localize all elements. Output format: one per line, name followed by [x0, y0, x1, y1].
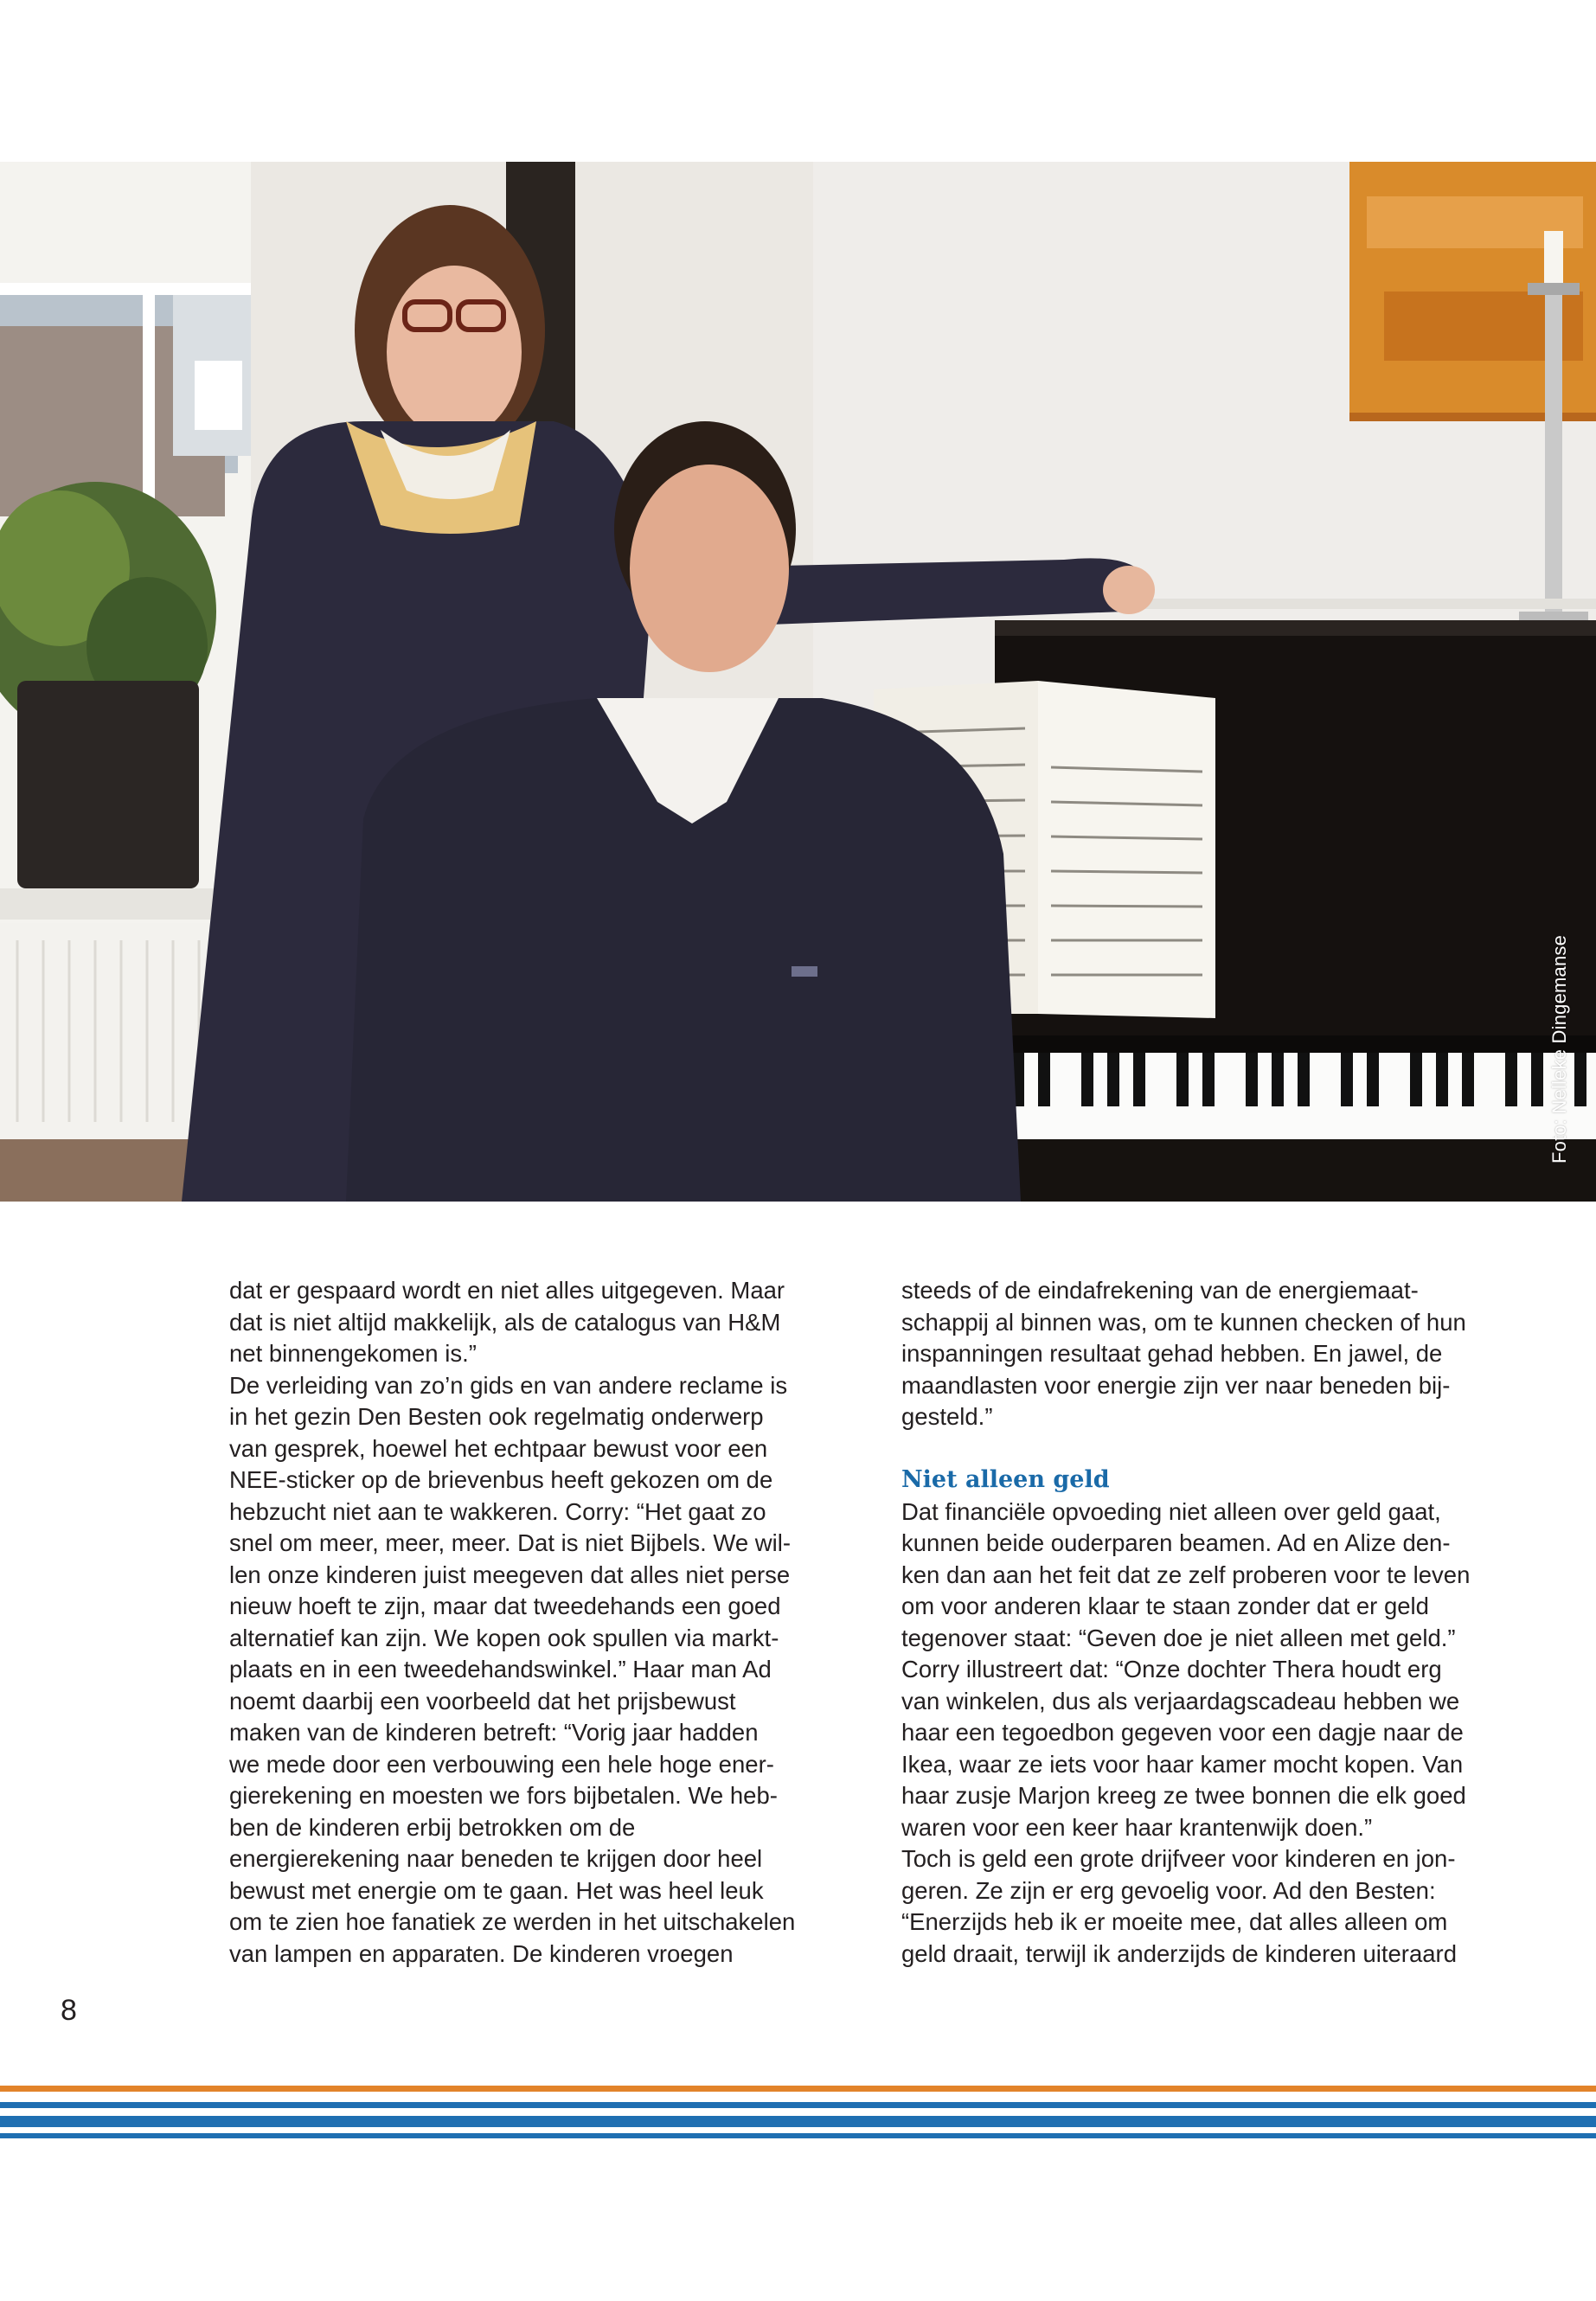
text-line: Corry illustreert dat: “Onze dochter Thera houdt erg	[901, 1656, 1442, 1682]
paragraph-gap	[901, 1433, 1507, 1465]
text-line: hebzucht niet aan te wakkeren. Corry: “Het gaat zo	[229, 1497, 766, 1525]
text-line: bewust met energie om te gaan. Het was heel leuk	[229, 1876, 764, 1904]
text-line: net binnengekomen is.”	[229, 1340, 477, 1367]
text-line: steeds of de eindafrekening van de energiemaat-	[901, 1277, 1419, 1304]
text-line: schappij al binnen was, om te kunnen checken of hun	[901, 1308, 1466, 1336]
text-line: haar een tegoedbon gegeven voor een dagje naar de	[901, 1719, 1464, 1746]
text-line: maandlasten voor energie zijn ver naar beneden bij-	[901, 1371, 1451, 1399]
text-line: van gesprek, hoewel het echtpaar bewust voor een	[229, 1434, 768, 1462]
text-line: van lampen en apparaten. De kinderen vroegen	[229, 1939, 734, 1967]
text-line: van winkelen, dus als verjaardagscadeau hebben we	[901, 1687, 1460, 1715]
page-number: 8	[61, 1994, 77, 2027]
text-line: ben de kinderen erbij betrokken om de	[229, 1813, 636, 1841]
text-line: gesteld.”	[901, 1403, 993, 1430]
text-line: Toch is geld een grote drijfveer voor kinderen en jon-	[901, 1845, 1456, 1872]
photo-couple-at-piano	[0, 162, 1596, 1202]
text-line: “Enerzijds heb ik er moeite mee, dat alles alleen om	[901, 1908, 1448, 1935]
text-line: energierekening naar beneden te krijgen door heel	[229, 1845, 763, 1872]
text-line: Dat financiële opvoeding niet alleen over geld gaat,	[901, 1497, 1441, 1525]
text-line: plaats en in een tweedehandswinkel.” Haar man Ad	[229, 1656, 772, 1682]
text-line: om te zien hoe fanatiek ze werden in het uitschakelen	[229, 1908, 796, 1935]
footer-stripe-blue-bottom	[0, 2133, 1596, 2138]
text-line: tegenover staat: “Geven doe je niet alleen met geld.”	[901, 1624, 1456, 1651]
section-subheading: Niet alleen geld	[901, 1466, 1110, 1493]
text-line: inspanningen resultaat gehad hebben. En jawel, de	[901, 1340, 1443, 1367]
left-column	[229, 1275, 835, 1970]
text-line: geren. Ze zijn er erg gevoelig voor. Ad den Besten:	[901, 1876, 1436, 1904]
text-line: we mede door een verbouwing een hele hoge ener-	[229, 1750, 774, 1778]
text-line: len onze kinderen juist meegeven dat alles niet perse	[229, 1561, 791, 1588]
photo-credit: Foto: Nelleke Dingemanse	[1548, 934, 1570, 1163]
article-photo	[0, 162, 1596, 1202]
text-line: De verleiding van zo’n gids en van andere reclame is	[229, 1371, 788, 1399]
text-line: kunnen beide ouderparen beamen. Ad en Alize den-	[901, 1529, 1451, 1556]
text-line: dat is niet altijd makkelijk, als de catalogus van H&M	[229, 1308, 781, 1336]
text-line: alternatief kan zijn. We kopen ook spullen via markt-	[229, 1624, 779, 1651]
text-line: NEE-sticker op de brievenbus heeft gekozen om de	[229, 1466, 773, 1493]
footer-stripe-orange	[0, 2086, 1596, 2092]
text-line: Ikea, waar ze iets voor haar kamer mocht kopen. Van	[901, 1750, 1464, 1778]
text-line: gierekening en moesten we fors bijbetalen. We heb-	[229, 1782, 778, 1809]
footer-stripe-blue-thin	[0, 2102, 1596, 2108]
text-line: ken dan aan het feit dat ze zelf proberen voor te leven	[901, 1561, 1471, 1588]
footer-stripe-blue-thick	[0, 2116, 1596, 2127]
text-line: nieuw hoeft te zijn, maar dat tweedehands een goed	[229, 1593, 781, 1619]
text-line: dat er gespaard wordt en niet alles uitgegeven. Maar	[229, 1277, 785, 1304]
text-line: om voor anderen klaar te staan zonder dat er geld	[901, 1593, 1429, 1619]
text-line: maken van de kinderen betreft: “Vorig jaar hadden	[229, 1719, 759, 1746]
text-line: waren voor een keer haar krantenwijk doen.”	[901, 1813, 1373, 1841]
text-line: geld draait, terwijl ik anderzijds de kinderen uiteraard	[901, 1939, 1458, 1967]
right-column	[901, 1275, 1507, 1970]
text-line: noemt daarbij een voorbeeld dat het prijsbewust	[229, 1687, 736, 1715]
text-line: haar zusje Marjon kreeg ze twee bonnen die elk goed	[901, 1782, 1466, 1809]
text-line: in het gezin Den Besten ook regelmatig onderwerp	[229, 1403, 764, 1430]
text-line: snel om meer, meer, meer. Dat is niet Bijbels. We wil-	[229, 1529, 792, 1556]
